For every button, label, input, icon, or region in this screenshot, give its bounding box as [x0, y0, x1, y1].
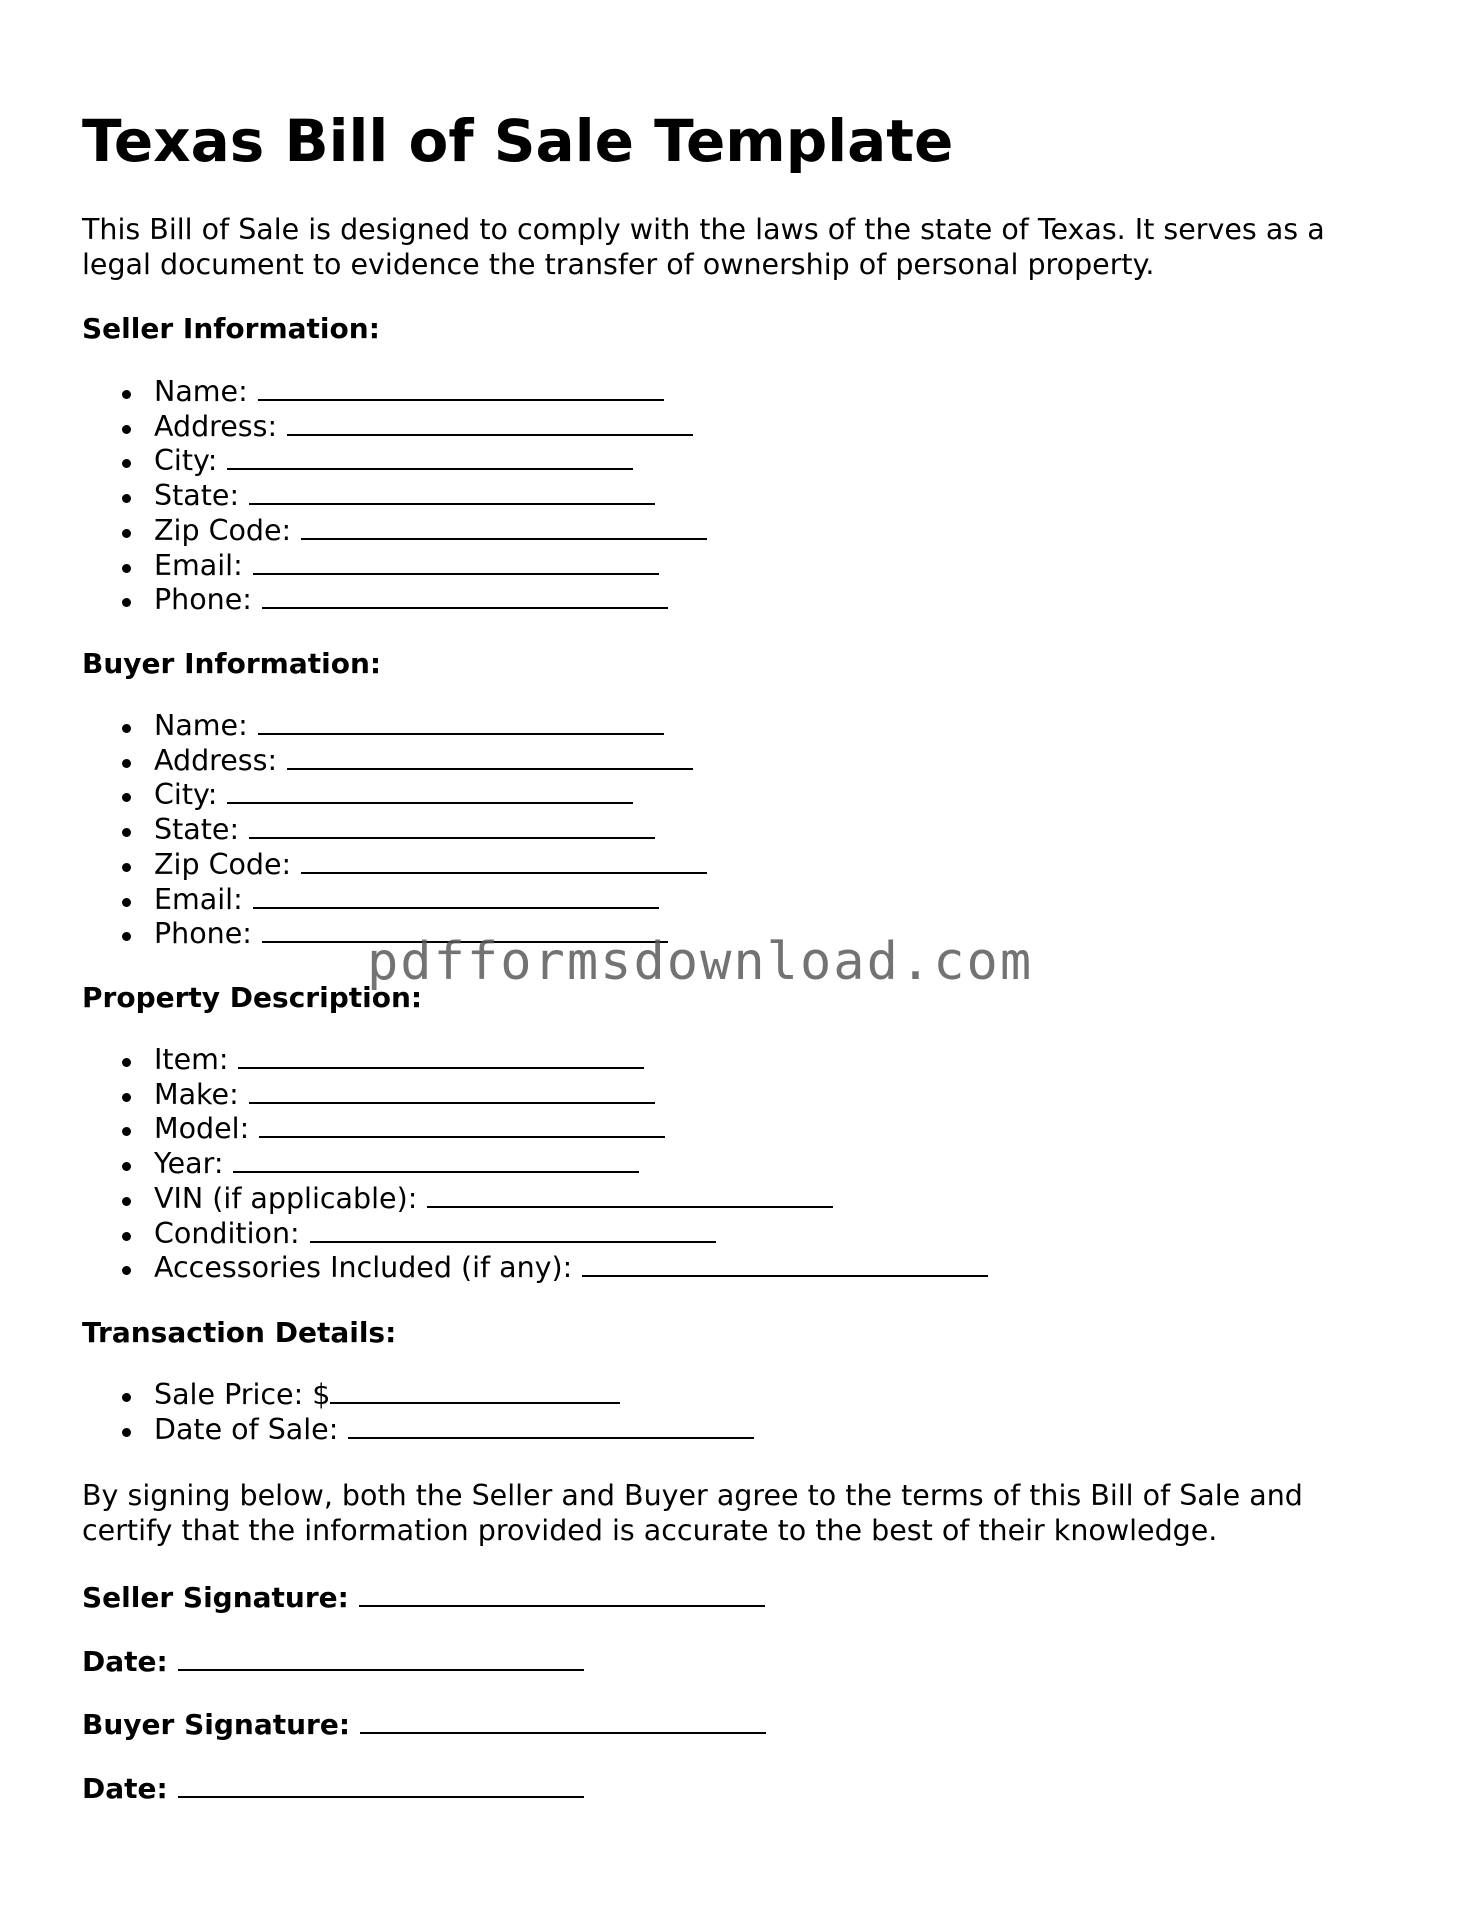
field-label: Phone:: [154, 583, 252, 617]
field-label: Model:: [154, 1112, 250, 1146]
bullet-icon: [122, 1127, 131, 1136]
bullet-icon: [122, 1058, 131, 1067]
bullet-icon: [122, 1162, 131, 1171]
field-label: Sale Price: $: [154, 1378, 331, 1411]
field-label: Address:: [154, 409, 278, 443]
buyer-signature-label: Buyer Signature:: [82, 1708, 351, 1741]
bullet-icon: [122, 1428, 131, 1437]
field-label: Accessories Included (if any):: [154, 1251, 573, 1285]
property-year-blank[interactable]: [233, 1149, 639, 1173]
buyer-heading: Buyer Information:: [82, 647, 382, 680]
bullet-icon: [122, 1393, 131, 1402]
field-label: Zip Code:: [154, 513, 292, 547]
buyer-email-blank[interactable]: [253, 885, 659, 909]
seller-field-name: [82, 375, 707, 410]
seller-field-address: [82, 410, 707, 445]
seller-field-state: [82, 479, 707, 514]
seller-field-zip: [82, 514, 707, 549]
buyer-fields: [82, 709, 707, 952]
property-field-model: [82, 1112, 988, 1147]
buyer-name-blank[interactable]: [258, 711, 664, 735]
buyer-city-blank[interactable]: [227, 780, 633, 804]
seller-state-blank[interactable]: [249, 481, 655, 505]
bullet-icon: [122, 1197, 131, 1206]
bullet-icon: [122, 494, 131, 503]
field-label: Make:: [154, 1077, 239, 1111]
buyer-date-line: [82, 1771, 584, 1806]
sale-price-blank[interactable]: [330, 1380, 620, 1404]
buyer-field-email: [82, 883, 707, 918]
property-condition-blank[interactable]: [310, 1219, 716, 1243]
buyer-field-state: [82, 813, 707, 848]
intro-paragraph: This Bill of Sale is designed to comply with the laws of the state of Texas. It serves as a legal document to evidence the transfer of ownership of personal property.: [82, 213, 1325, 281]
seller-email-blank[interactable]: [253, 551, 659, 575]
seller-signature-line: [82, 1580, 765, 1615]
seller-fields: [82, 375, 707, 618]
bullet-icon: [122, 1232, 131, 1241]
field-label: Zip Code:: [154, 847, 292, 881]
bullet-icon: [122, 390, 131, 399]
field-label: Name:: [154, 375, 248, 408]
property-field-year: [82, 1147, 988, 1182]
buyer-field-zip: [82, 848, 707, 883]
buyer-field-city: [82, 778, 707, 813]
bullet-icon: [122, 932, 131, 941]
seller-field-city: [82, 444, 707, 479]
seller-field-phone: [82, 583, 707, 618]
bullet-icon: [122, 793, 131, 802]
buyer-field-address: [82, 744, 707, 779]
field-label: VIN (if applicable):: [154, 1181, 418, 1215]
buyer-state-blank[interactable]: [249, 815, 655, 839]
date-of-sale-blank[interactable]: [348, 1415, 754, 1439]
seller-date-line: [82, 1644, 584, 1679]
field-label: State:: [154, 813, 240, 847]
bullet-icon: [122, 863, 131, 872]
field-label: Date of Sale:: [154, 1412, 339, 1446]
property-item-blank[interactable]: [238, 1045, 644, 1069]
bullet-icon: [122, 425, 131, 434]
field-label: State:: [154, 479, 240, 513]
buyer-signature-line: [82, 1707, 766, 1742]
field-label: Email:: [154, 548, 243, 582]
agreement-paragraph: By signing below, both the Seller and Buyer agree to the terms of this Bill of Sale and certify that the information provided is accurate to the best of their knowledge.: [82, 1479, 1303, 1547]
field-label: Condition:: [154, 1216, 300, 1250]
seller-date-blank[interactable]: [178, 1647, 584, 1671]
property-vin-blank[interactable]: [427, 1184, 833, 1208]
property-field-vin: [82, 1182, 988, 1217]
property-field-accessories: [82, 1251, 988, 1286]
page-title: Texas Bill of Sale Template: [82, 107, 954, 175]
field-label: Phone:: [154, 917, 252, 951]
seller-phone-blank[interactable]: [262, 585, 668, 609]
seller-zip-blank[interactable]: [301, 516, 707, 540]
bullet-icon: [122, 828, 131, 837]
transaction-fields: [82, 1378, 754, 1447]
seller-heading: Seller Information:: [82, 312, 380, 345]
seller-name-blank[interactable]: [258, 377, 664, 401]
seller-date-label: Date:: [82, 1645, 168, 1678]
field-label: Item:: [154, 1043, 229, 1076]
buyer-zip-blank[interactable]: [301, 850, 707, 874]
bullet-icon: [122, 459, 131, 468]
field-label: City:: [154, 778, 218, 812]
seller-field-email: [82, 549, 707, 584]
seller-signature-label: Seller Signature:: [82, 1581, 349, 1614]
property-field-condition: [82, 1217, 988, 1252]
bullet-icon: [122, 759, 131, 768]
field-label: Year:: [154, 1147, 224, 1181]
bullet-icon: [122, 724, 131, 733]
seller-city-blank[interactable]: [227, 446, 633, 470]
bullet-icon: [122, 1266, 131, 1275]
bullet-icon: [122, 598, 131, 607]
bullet-icon: [122, 1093, 131, 1102]
transaction-field-sale-price: [82, 1378, 754, 1413]
field-label: Name:: [154, 709, 248, 742]
property-make-blank[interactable]: [249, 1080, 655, 1104]
field-label: Address:: [154, 743, 278, 777]
buyer-date-label: Date:: [82, 1772, 168, 1805]
watermark: pdfformsdownload.com: [367, 932, 1034, 992]
property-heading: Property Description:: [82, 981, 423, 1014]
buyer-address-blank[interactable]: [287, 746, 693, 770]
property-model-blank[interactable]: [259, 1114, 665, 1138]
field-label: City:: [154, 444, 218, 478]
seller-address-blank[interactable]: [287, 412, 693, 436]
property-field-item: [82, 1043, 988, 1078]
property-accessories-blank[interactable]: [582, 1253, 988, 1277]
bullet-icon: [122, 898, 131, 907]
seller-signature-blank[interactable]: [359, 1583, 765, 1607]
field-label: Email:: [154, 882, 243, 916]
transaction-heading: Transaction Details:: [82, 1316, 397, 1349]
transaction-field-date-of-sale: [82, 1413, 754, 1448]
buyer-signature-blank[interactable]: [360, 1710, 766, 1734]
property-field-make: [82, 1078, 988, 1113]
bullet-icon: [122, 529, 131, 538]
buyer-date-blank[interactable]: [178, 1774, 584, 1798]
bullet-icon: [122, 564, 131, 573]
property-fields: [82, 1043, 988, 1286]
buyer-field-name: [82, 709, 707, 744]
